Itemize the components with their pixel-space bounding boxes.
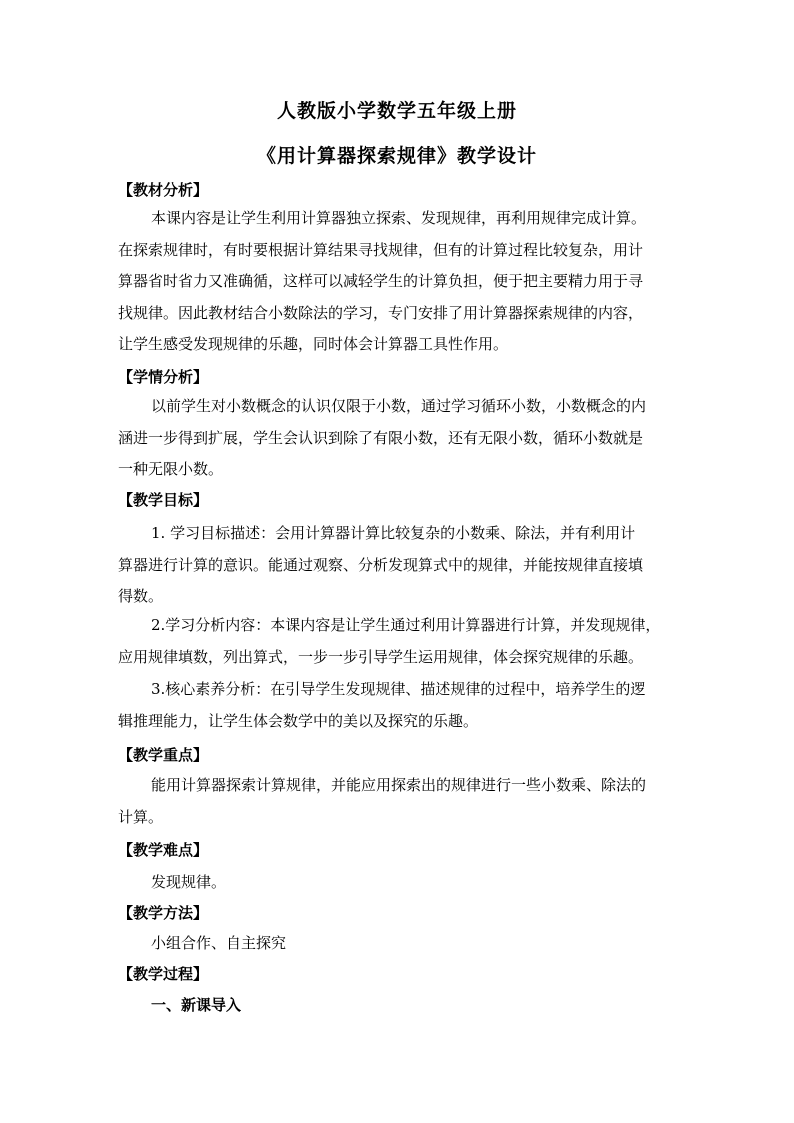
goal-item-2 (118, 610, 678, 673)
section-heading-difficulties: 【教学难点】 (118, 841, 209, 859)
text-line: 计算。 (118, 807, 164, 826)
document-subtitle: 《用计算器探索规律》教学设计 (256, 145, 537, 167)
text-line: 在探索规律时，有时要根据计算结果寻找规律，但有的计算过程比较复杂，用计 (118, 240, 644, 259)
text-line: 1. 学习目标描述：会用计算器计算比较复杂的小数乘、除法，并有利用计 (151, 524, 636, 542)
goal-item-3 (118, 674, 678, 737)
difficulty-text: 发现规律。 (151, 873, 227, 891)
text-line: 本课内容是让学生利用计算器独立探索、发现规律，再利用规律完成计算。 (151, 209, 647, 227)
paragraph-textbook-analysis (118, 203, 678, 361)
section-heading-key-points: 【教学重点】 (118, 746, 209, 764)
goal-item-1 (118, 518, 678, 613)
section-heading-process: 【教学过程】 (118, 965, 209, 983)
paragraph-student-analysis (118, 391, 678, 486)
section-heading-methods: 【教学方法】 (118, 904, 209, 922)
text-line: 应用规律填数，列出算式，一步一步引导学生运用规律，体会探究规律的乐趣。 (118, 647, 644, 666)
paragraph-key-points (118, 770, 678, 833)
section-heading-student-analysis: 【学情分析】 (118, 368, 209, 386)
text-line: 算器进行计算的意识。能通过观察、分析发现算式中的规律，并能按规律直接填 (118, 555, 644, 574)
section-heading-teaching-goals: 【教学目标】 (118, 491, 209, 509)
text-line: 让学生感受发现规律的乐趣，同时体会计算器工具性作用。 (118, 335, 509, 353)
methods-text: 小组合作、自主探究 (151, 934, 287, 952)
text-line: 2.学习分析内容：本课内容是让学生通过利用计算器进行计算，并发现规律， (151, 616, 661, 634)
text-line: 一种无限小数。 (118, 460, 224, 478)
text-line: 找规律。因此教材结合小数除法的学习，专门安排了用计算器探索规律的内容， (118, 303, 644, 322)
text-line: 3.核心素养分析：在引导学生发现规律、描述规律的过程中，培养学生的逻 (151, 680, 646, 698)
process-subheading-intro: 一、新课导入 (151, 996, 242, 1014)
text-line: 以前学生对小数概念的认识仅限于小数，通过学习循环小数，小数概念的内 (151, 397, 647, 415)
section-heading-textbook-analysis: 【教材分析】 (118, 181, 209, 199)
text-line: 得数。 (118, 587, 164, 605)
text-line: 能用计算器探索计算规律，并能应用探索出的规律进行一些小数乘、除法的 (151, 776, 647, 794)
text-line: 算器省时省力又准确循，这样可以减轻学生的计算负担，便于把主要精力用于寻 (118, 272, 644, 290)
document-title: 人教版小学数学五年级上册 (276, 100, 517, 122)
text-line: 辑推理能力，让学生体会数学中的美以及探究的乐趣。 (118, 711, 479, 730)
text-line: 涵进一步得到扩展，学生会认识到除了有限小数，还有无限小数，循环小数就是 (118, 428, 644, 447)
